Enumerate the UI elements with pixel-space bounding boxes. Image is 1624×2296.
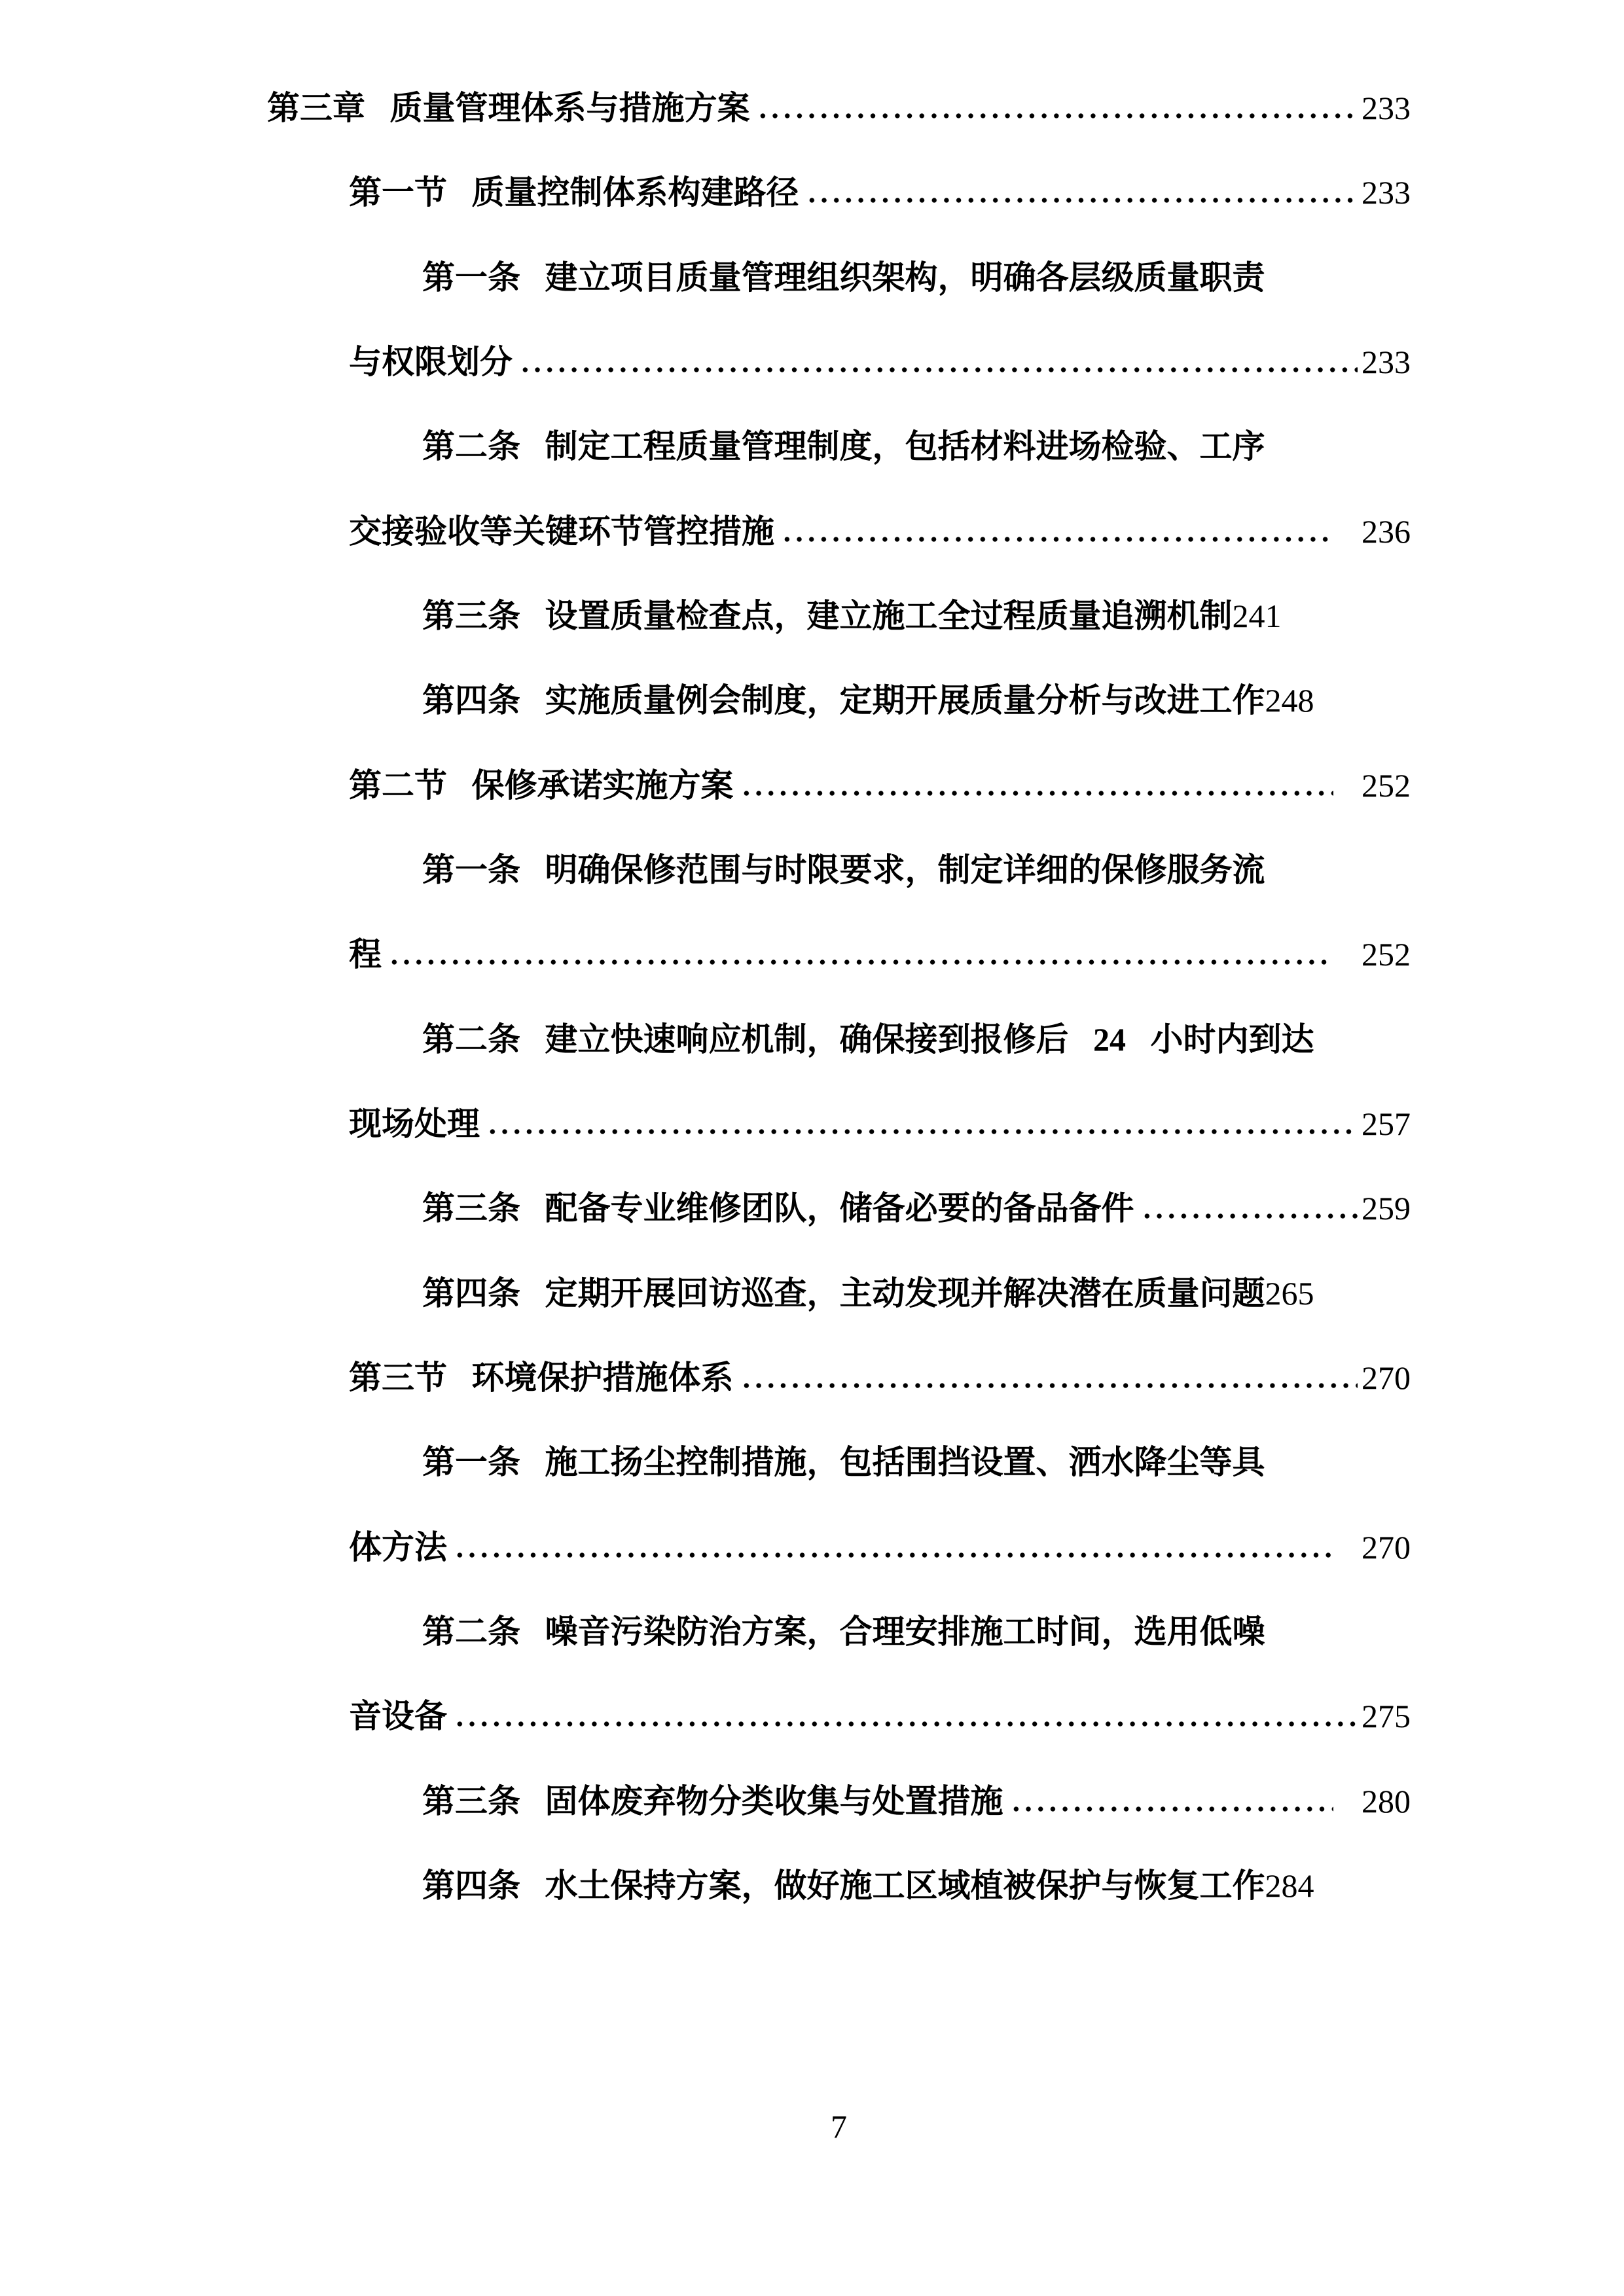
toc-entry <box>0 429 1411 513</box>
footer-page-number: 7 <box>831 2108 847 2145</box>
toc-page-number: 233 <box>1362 90 1411 126</box>
toc-entry <box>0 1191 1411 1275</box>
toc-entry <box>0 1530 1411 1614</box>
toc-entry-text: 第一条 施工扬尘控制措施，包括围挡设置、洒水降尘等具 <box>422 1444 1265 1481</box>
toc-entry-text: 第四条 定期开展回访巡查，主动发现并解决潜在质量问题 <box>422 1274 1265 1312</box>
toc-page-number: 236 <box>1337 512 1411 550</box>
toc-leader-dots <box>454 1698 1358 1734</box>
toc-entry <box>0 1106 1411 1191</box>
table-of-contents <box>0 90 1624 1952</box>
toc-entry-text: 第二条 噪音污染防治方案，合理安排施工时间，选用低噪 <box>422 1613 1265 1650</box>
toc-entry-text: 第二条 制定工程质量管理制度，包括材料进场检验、工序 <box>422 428 1265 465</box>
toc-leader-dots <box>1141 1191 1358 1226</box>
toc-entry-text: 音设备 <box>349 1698 447 1735</box>
toc-entry-text: 第一条 建立项目质量管理组织架构，明确各层级质量职责 <box>422 259 1265 296</box>
toc-entry <box>0 344 1411 429</box>
toc-entry-text: 第三节 环境保护措施体系 <box>349 1359 734 1396</box>
toc-entry-text: 体方法 <box>349 1528 447 1566</box>
toc-entry <box>0 1276 1411 1360</box>
toc-page-number: 265 <box>1265 1274 1314 1312</box>
toc-entry-text: 第三章 质量管理体系与措施方案 <box>267 90 750 126</box>
toc-entry-text: 程 <box>349 936 382 973</box>
toc-entry <box>0 683 1411 767</box>
toc-leader-dots <box>757 90 1358 126</box>
toc-entry <box>0 768 1411 852</box>
toc-entry-text: 第三条 固体废弃物分类收集与处置措施 <box>422 1782 1003 1820</box>
toc-entry-text: 交接验收等关键环节管控措施 <box>349 512 774 550</box>
toc-entry <box>0 1698 1411 1783</box>
toc-entry <box>0 937 1411 1021</box>
toc-entry-text: 第四条 实施质量例会制度，定期开展质量分析与改进工作 <box>422 682 1265 719</box>
toc-leader-dots <box>740 1360 1358 1395</box>
toc-entry-text: 与权限划分 <box>349 343 513 380</box>
toc-entry <box>0 1784 1411 1868</box>
toc-page-number: 259 <box>1362 1190 1411 1227</box>
toc-leader-dots <box>806 175 1358 210</box>
toc-entry <box>0 1614 1411 1698</box>
toc-entry <box>0 1444 1411 1529</box>
toc-page-number: 248 <box>1265 682 1314 719</box>
toc-entry <box>0 260 1411 344</box>
toc-entry-text: 第一节 质量控制体系构建路径 <box>349 174 799 211</box>
toc-leader-dots <box>1010 1784 1333 1819</box>
toc-entry <box>0 852 1411 937</box>
toc-leader-dots <box>454 1530 1333 1565</box>
toc-page-number: 257 <box>1362 1105 1411 1142</box>
toc-page-number: 233 <box>1362 343 1411 380</box>
toc-entry <box>0 175 1411 259</box>
toc-entry-text: 第四条 水土保持方案，做好施工区域植被保护与恢复工作 <box>422 1867 1265 1904</box>
toc-page-number: 275 <box>1362 1698 1411 1735</box>
toc-entry <box>0 90 1411 175</box>
toc-entry <box>0 514 1411 598</box>
toc-entry-text: 第二条 建立快速响应机制，确保接到报修后 24 小时内到达 <box>422 1020 1314 1058</box>
toc-entry <box>0 1022 1411 1106</box>
toc-page-number: 284 <box>1265 1867 1314 1904</box>
toc-page-number: 252 <box>1337 936 1411 973</box>
toc-leader-dots <box>486 1106 1358 1141</box>
toc-leader-dots <box>388 937 1333 972</box>
toc-entry-text: 第二节 保修承诺实施方案 <box>349 766 734 804</box>
toc-entry-text: 第三条 设置质量检查点，建立施工全过程质量追溯机制 <box>422 597 1233 634</box>
toc-entry-text: 现场处理 <box>349 1105 480 1142</box>
toc-entry <box>0 1868 1411 1952</box>
toc-page-number: 241 <box>1232 597 1282 634</box>
toc-entry <box>0 598 1411 683</box>
toc-leader-dots <box>740 768 1333 803</box>
toc-entry-text: 第三条 配备专业维修团队，储备必要的备品备件 <box>422 1190 1134 1227</box>
toc-page-number: 280 <box>1337 1782 1411 1820</box>
toc-page-number: 270 <box>1362 1359 1411 1396</box>
toc-page-number: 233 <box>1362 174 1411 211</box>
toc-page-number: 270 <box>1337 1528 1411 1566</box>
toc-entry-text: 第一条 明确保修范围与时限要求，制定详细的保修服务流 <box>422 851 1265 888</box>
toc-leader-dots <box>519 344 1358 380</box>
toc-page-number: 252 <box>1337 766 1411 804</box>
toc-entry <box>0 1360 1411 1444</box>
toc-leader-dots <box>781 514 1333 549</box>
